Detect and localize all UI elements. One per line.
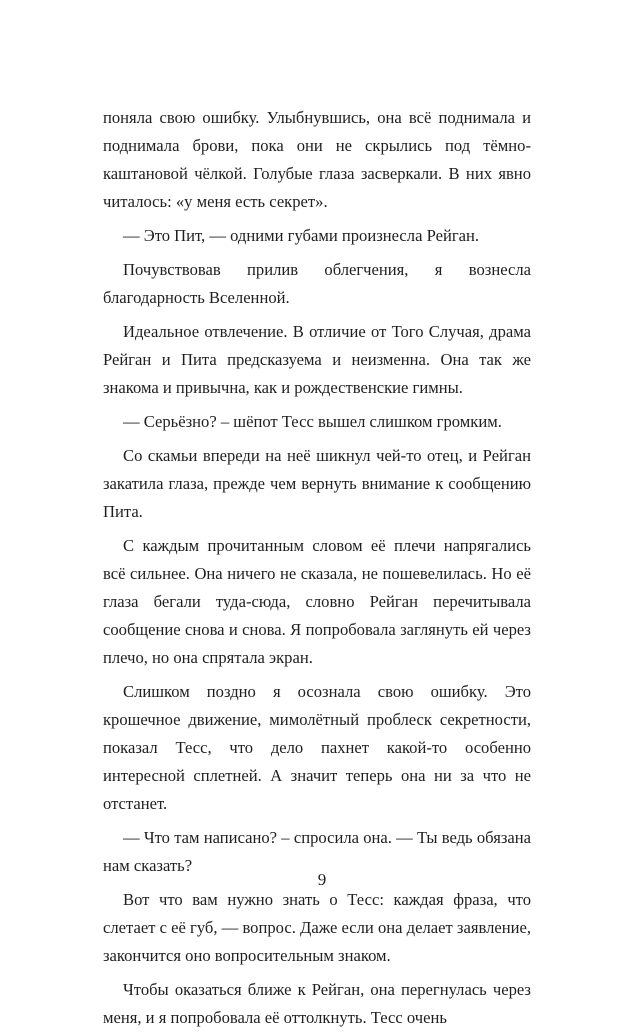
- paragraph: Идеальное отвлечение. В отличие от Того Случая, драма Рейган и Пита предсказуема и неизменна. Она так же знакома и привычна, как и рождественские гимны.: [103, 322, 531, 397]
- paragraph: Почувствовав прилив облегчения, я вознесла благодарность Вселенной.: [103, 260, 531, 307]
- paragraph: Вот что вам нужно знать о Тесс: каждая фраза, что слетает с её губ, — вопрос. Даже если она делает заявление, закончится оно вопросительным знаком.: [103, 890, 531, 965]
- paragraph-dialogue: — Серьёзно? – шёпот Тесс вышел слишком громким.: [123, 412, 502, 431]
- body-text: [103, 104, 531, 1032]
- paragraph-dialogue: — Что там написано? – спросила она. — Ты ведь обязана нам сказать?: [103, 828, 531, 875]
- paragraph: С каждым прочитанным словом её плечи напрягались всё сильнее. Она ничего не сказала, не пошевелилась. Но её глаза бегали туда-сюда, словно Рейган перечитывала сообщение снова и снова. Я попробовала заглянуть ей через плечо, но она спрятала экран.: [103, 536, 531, 667]
- paragraph-continuation: поняла свою ошибку. Улыбнувшись, она всё поднимала и поднимала брови, пока они не скрылись под тёмно-каштановой чёлкой. Голубые глаза засверкали. В них явно читалось: «у меня есть секрет».: [103, 108, 531, 211]
- paragraph: Чтобы оказаться ближе к Рейган, она перегнулась через меня, и я попробовала её оттолкнуть. Тесс очень: [103, 980, 531, 1027]
- paragraph: Со скамьи впереди на неё шикнул чей-то отец, и Рейган закатила глаза, прежде чем вернуть внимание к сообщению Пита.: [103, 446, 531, 521]
- paragraph-dialogue: — Это Пит, — одними губами произнесла Рейган.: [123, 226, 480, 245]
- paragraph: Слишком поздно я осознала свою ошибку. Это крошечное движение, мимолётный проблеск секретности, показал Тесс, что дело пахнет какой-то особенно интересной сплетней. А значит теперь она ни за что не отстанет.: [103, 682, 531, 813]
- page-number: 9: [317, 870, 327, 889]
